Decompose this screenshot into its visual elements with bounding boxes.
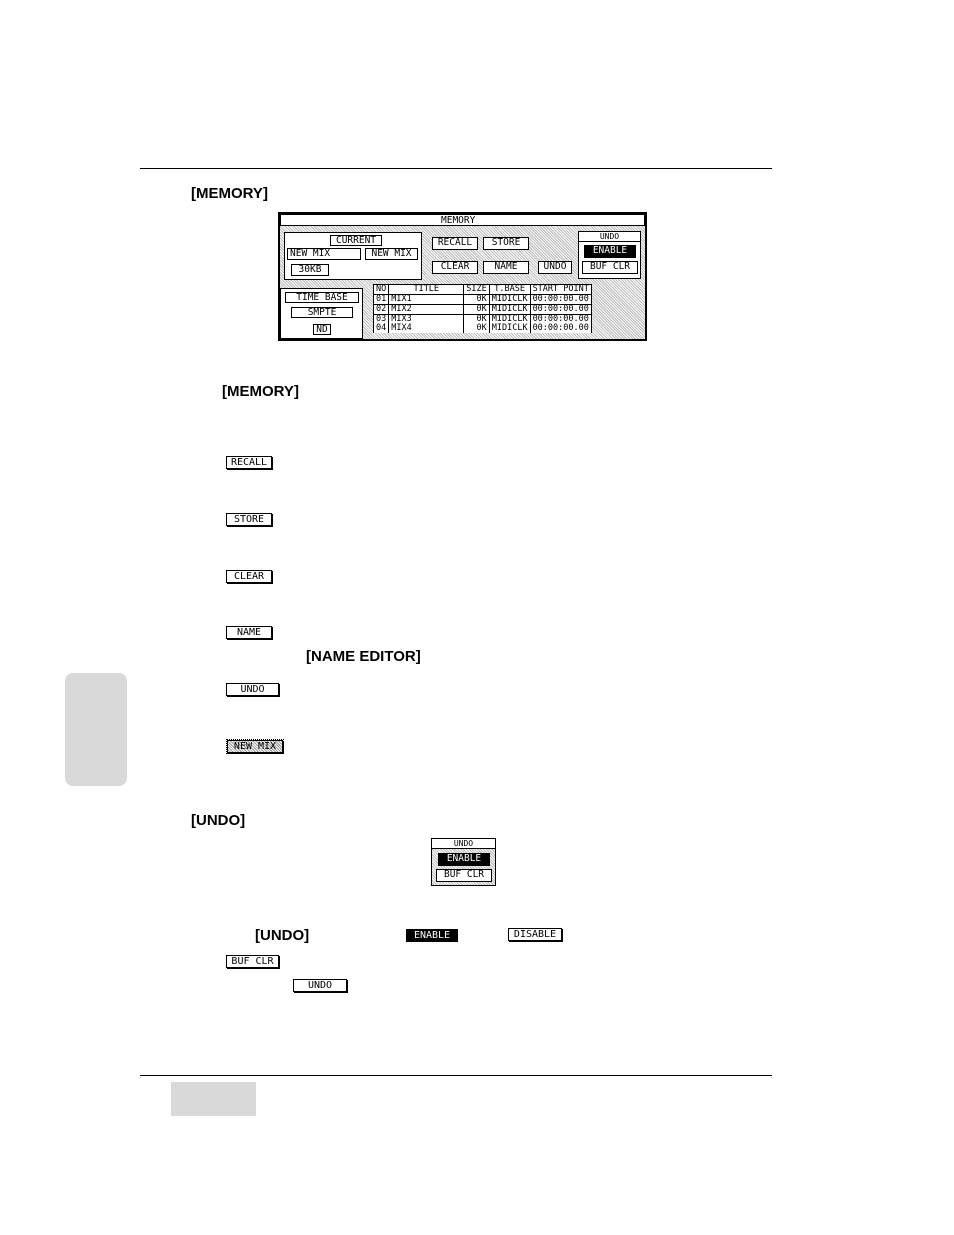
cell-title: MIX3 bbox=[389, 315, 464, 325]
undo-screen-enable: ENABLE bbox=[438, 853, 490, 866]
current-label: CURRENT bbox=[330, 235, 382, 246]
time-base-value[interactable]: SMPTE bbox=[291, 307, 353, 318]
undo-item-button: UNDO bbox=[226, 683, 279, 696]
cell-size: 0K bbox=[464, 295, 489, 305]
undo-heading: [UNDO] bbox=[191, 812, 246, 829]
undo-panel-label: UNDO bbox=[579, 232, 640, 242]
side-tab bbox=[65, 673, 127, 786]
name-item-button: NAME bbox=[226, 626, 272, 639]
table-row[interactable] bbox=[374, 295, 592, 305]
cell-size: 0K bbox=[464, 324, 489, 333]
clear-item-button: CLEAR bbox=[226, 570, 272, 583]
name-button[interactable]: NAME bbox=[483, 261, 529, 274]
cell-tbase: MIDICLK bbox=[489, 295, 530, 305]
undo-reference: [UNDO] bbox=[255, 927, 310, 944]
recall-button[interactable]: RECALL bbox=[432, 237, 478, 250]
time-base-panel bbox=[280, 288, 363, 339]
screen-title: MEMORY bbox=[441, 215, 476, 226]
current-size: 30KB bbox=[291, 264, 329, 276]
cell-start: 00:00:00.00 bbox=[530, 324, 591, 333]
column-header: START POINT bbox=[530, 285, 591, 295]
table-header-row bbox=[374, 285, 592, 295]
cell-start: 00:00:00.00 bbox=[530, 305, 591, 315]
memory-screen bbox=[278, 212, 647, 341]
cell-no: 04 bbox=[374, 324, 389, 333]
enable-button[interactable]: ENABLE bbox=[584, 245, 636, 258]
buf-clr-inline-button: BUF CLR bbox=[226, 955, 279, 968]
cell-tbase: MIDICLK bbox=[489, 324, 530, 333]
undo-button[interactable]: UNDO bbox=[538, 261, 572, 274]
page-number-box bbox=[171, 1082, 256, 1116]
column-header: NO bbox=[374, 285, 389, 295]
time-base-sub[interactable]: ND bbox=[313, 324, 331, 335]
undo-screen-buf-clr: BUF CLR bbox=[436, 869, 492, 882]
buf-clr-button[interactable]: BUF CLR bbox=[582, 261, 638, 274]
undo-inline-button: UNDO bbox=[293, 979, 347, 992]
cell-size: 0K bbox=[464, 305, 489, 315]
cell-no: 02 bbox=[374, 305, 389, 315]
time-base-label: TIME BASE bbox=[285, 292, 359, 303]
screen-title-bar bbox=[280, 214, 645, 226]
current-panel bbox=[284, 232, 422, 280]
bottom-rule bbox=[140, 1075, 772, 1076]
table-row-selected[interactable] bbox=[374, 305, 592, 315]
table-row[interactable] bbox=[374, 324, 592, 333]
undo-panel bbox=[578, 231, 641, 279]
cell-start: 00:00:00.00 bbox=[530, 315, 591, 325]
store-item-button: STORE bbox=[226, 513, 272, 526]
cell-title: MIX4 bbox=[389, 324, 464, 333]
column-header: T.BASE bbox=[489, 285, 530, 295]
recall-item-button: RECALL bbox=[226, 456, 272, 469]
column-header: TITLE bbox=[389, 285, 464, 295]
undo-screen-label: UNDO bbox=[432, 839, 495, 849]
new-mix-button[interactable]: NEW MIX bbox=[365, 248, 418, 260]
column-header: SIZE bbox=[464, 285, 489, 295]
cell-size: 0K bbox=[464, 315, 489, 325]
top-rule bbox=[140, 168, 772, 169]
name-editor-reference: [NAME EDITOR] bbox=[306, 648, 421, 665]
enable-inline-button: ENABLE bbox=[406, 929, 458, 942]
disable-inline-button: DISABLE bbox=[508, 928, 562, 941]
section-heading: [MEMORY] bbox=[191, 185, 268, 202]
cell-title: MIX1 bbox=[389, 295, 464, 305]
cell-title: MIX2 bbox=[389, 305, 464, 315]
current-mix-name: NEW MIX bbox=[287, 248, 361, 260]
cell-tbase: MIDICLK bbox=[489, 315, 530, 325]
clear-button[interactable]: CLEAR bbox=[432, 261, 478, 274]
store-button[interactable]: STORE bbox=[483, 237, 529, 250]
undo-screen bbox=[431, 838, 496, 886]
cell-start: 00:00:00.00 bbox=[530, 295, 591, 305]
cell-no: 01 bbox=[374, 295, 389, 305]
mix-table bbox=[373, 284, 592, 333]
cell-no: 03 bbox=[374, 315, 389, 325]
memory-reference: [MEMORY] bbox=[222, 383, 299, 400]
cell-tbase: MIDICLK bbox=[489, 305, 530, 315]
new-mix-item-button: NEW MIX bbox=[227, 740, 283, 753]
